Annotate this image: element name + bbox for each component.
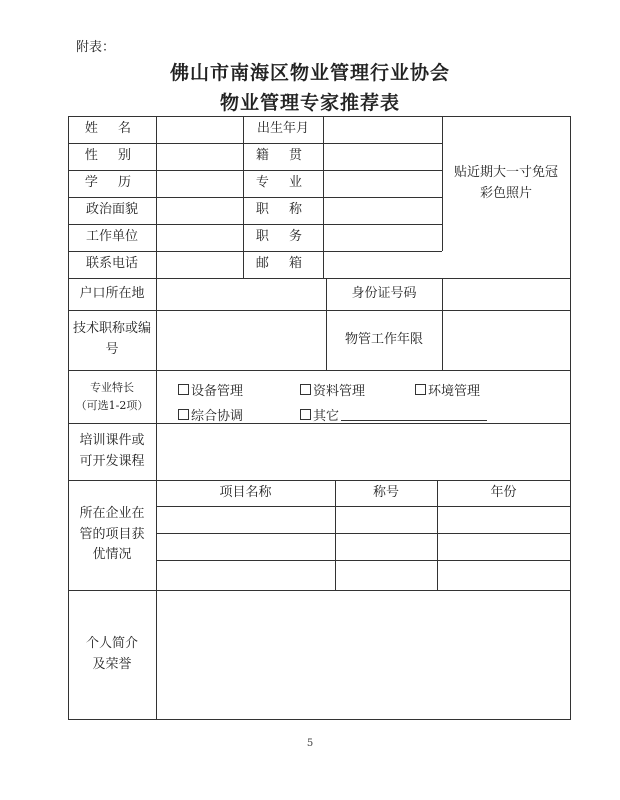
other-input-line[interactable] <box>341 408 487 421</box>
attachment-label: 附表： <box>76 40 116 55</box>
title-rank-field[interactable] <box>323 197 442 224</box>
option-documents[interactable] <box>300 380 365 399</box>
option-label: 其它 <box>313 409 340 424</box>
table-border-bottom <box>68 719 571 720</box>
hukou-label: 户口所在地 <box>79 285 145 301</box>
id-field[interactable] <box>442 278 570 310</box>
email-field[interactable] <box>323 251 570 278</box>
bio-label: 个人简介及荣誉 <box>86 635 139 672</box>
name-field[interactable] <box>156 116 243 143</box>
phone-field[interactable] <box>156 251 243 278</box>
option-other[interactable] <box>300 405 487 424</box>
major-field[interactable] <box>323 170 442 197</box>
political-field[interactable] <box>156 197 243 224</box>
specialty-label <box>68 370 156 423</box>
row-divider <box>156 560 571 561</box>
political-label: 政治面貌 <box>85 202 138 218</box>
option-label: 综合协调 <box>191 409 244 424</box>
awards-header-year: 年份 <box>490 484 517 500</box>
title-rank-label: 职 称 <box>255 202 311 218</box>
checkbox-icon[interactable] <box>300 409 311 420</box>
page-number: 5 <box>306 738 314 749</box>
employer-label: 工作单位 <box>85 229 138 245</box>
page-subtitle: 物业管理专家推荐表 <box>219 92 400 114</box>
native-field[interactable] <box>323 143 442 170</box>
name-label: 姓 名 <box>84 121 140 137</box>
years-field[interactable] <box>442 310 570 370</box>
option-equipment[interactable] <box>178 380 243 399</box>
position-label: 职 务 <box>255 229 311 245</box>
birth-label: 出生年月 <box>256 121 309 137</box>
training-label: 培训课件或可开发课程 <box>79 432 145 469</box>
tech-title-label: 技术职称或编号 <box>72 321 151 357</box>
awards-label: 所在企业在管的项目获优情况 <box>79 505 145 563</box>
tech-title-field[interactable] <box>156 310 326 370</box>
checkbox-icon[interactable] <box>178 384 189 395</box>
native-label: 籍 贯 <box>255 148 311 164</box>
option-label: 环境管理 <box>428 384 481 399</box>
gender-label: 性 别 <box>84 148 140 164</box>
col-divider <box>442 116 443 251</box>
hukou-field[interactable] <box>156 278 326 310</box>
position-field[interactable] <box>323 224 442 251</box>
row-divider <box>156 506 571 507</box>
training-field[interactable] <box>156 423 570 480</box>
photo-placeholder[interactable]: 贴近期大一寸免冠彩色照片 <box>453 164 558 201</box>
checkbox-icon[interactable] <box>300 384 311 395</box>
awards-header-honor: 称号 <box>372 484 399 500</box>
major-label: 专 业 <box>255 175 311 191</box>
id-label: 身份证号码 <box>351 285 417 301</box>
option-environment[interactable] <box>415 380 480 399</box>
page-title: 佛山市南海区物业管理行业协会 <box>169 62 450 84</box>
bio-field[interactable] <box>156 590 570 719</box>
checkbox-icon[interactable] <box>415 384 426 395</box>
birth-field[interactable] <box>323 116 442 143</box>
employer-field[interactable] <box>156 224 243 251</box>
education-field[interactable] <box>156 170 243 197</box>
option-label: 资料管理 <box>313 384 366 399</box>
specialty-note: （可选1-2项） <box>75 398 149 412</box>
option-label: 设备管理 <box>191 384 244 399</box>
gender-field[interactable] <box>156 143 243 170</box>
specialty-label-text: 专业特长 <box>90 380 134 394</box>
row-divider <box>156 533 571 534</box>
table-border-right <box>570 116 571 720</box>
education-label: 学 历 <box>84 175 140 191</box>
checkbox-icon[interactable] <box>178 409 189 420</box>
phone-label: 联系电话 <box>85 256 138 272</box>
years-label: 物管工作年限 <box>344 331 423 347</box>
awards-header-project: 项目名称 <box>219 484 272 500</box>
email-label: 邮 箱 <box>255 256 311 272</box>
option-coordination[interactable] <box>178 405 243 424</box>
